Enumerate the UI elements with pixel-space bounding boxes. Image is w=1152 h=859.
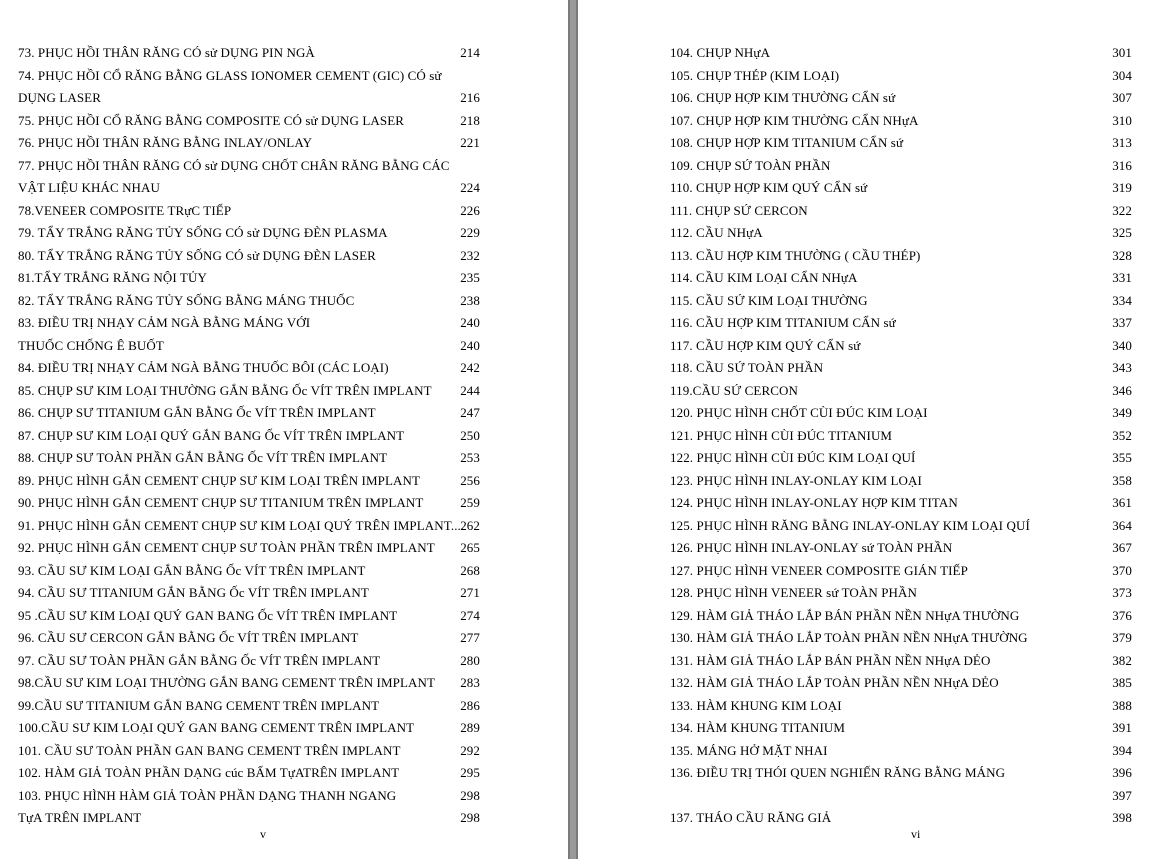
toc-row <box>0 402 568 425</box>
toc-row <box>0 560 568 583</box>
toc-entry-title: 116. CẦU HỢP KIM TITANIUM CẨN sứ <box>670 315 896 330</box>
toc-entry-page: 232 <box>460 247 480 263</box>
toc-row <box>578 785 1152 808</box>
toc-entry-title: 86. CHỤP SƯ TITANIUM GẮN BẰNG Ốc VÍT TRÊN IMPLANT <box>18 405 376 420</box>
toc-entry-page: 268 <box>460 562 480 578</box>
toc-entry-title: 106. CHỤP HỢP KIM THƯỜNG CẨN sứ <box>670 90 896 105</box>
toc-entry-title: 120. PHỤC HÌNH CHỐT CÙI ĐÚC KIM LOẠI <box>670 405 928 420</box>
toc-row <box>0 807 568 830</box>
toc-entry-page: 307 <box>1112 90 1132 105</box>
toc-row <box>578 807 1152 830</box>
toc-entry-title: 111. CHỤP SỨ CERCON <box>670 202 808 218</box>
toc-entry-title: 102. HÀM GIẢ TOÀN PHẦN DẠNG cúc BẤM TựATRÊN IMPLANT <box>18 765 400 780</box>
toc-entry-title: 85. CHỤP SƯ KIM LOẠI THƯỜNG GẮN BẰNG Ốc VÍT TRÊN IMPLANT <box>18 382 432 398</box>
toc-entry-title: 97. CẦU SƯ TOÀN PHẦN GẮN BẰNG Ốc VÍT TRÊN IMPLANT <box>18 652 381 668</box>
toc-entry-page: 391 <box>1112 720 1132 735</box>
toc-row <box>0 357 568 380</box>
toc-row <box>0 515 568 538</box>
page-gutter <box>568 0 578 859</box>
toc-entry-title: 87. CHỤP SƯ KIM LOẠI QUÝ GẮN BANG Ốc VÍT TRÊN IMPLANT <box>18 427 405 443</box>
toc-row <box>0 222 568 245</box>
toc-entry-page: 379 <box>1112 630 1132 645</box>
toc-entry-page: 286 <box>460 697 480 713</box>
toc-entry-page: 250 <box>460 427 480 443</box>
toc-row <box>0 42 568 65</box>
toc-entry-page: 310 <box>1112 112 1132 128</box>
toc-row <box>0 717 568 740</box>
toc-entry-page: 304 <box>1112 67 1132 83</box>
toc-entry-page: 265 <box>460 540 480 555</box>
toc-entry-page: 364 <box>1112 517 1132 533</box>
toc-entry-page: 295 <box>460 765 480 780</box>
toc-entry-title: 88. CHỤP SƯ TOÀN PHẦN GẮN BẰNG Ốc VÍT TRÊN IMPLANT <box>18 450 388 465</box>
toc-entry-title: 82. TẨY TRẮNG RĂNG TỦY SỐNG BẰNG MÁNG THUỐC <box>18 292 355 308</box>
toc-entry-title: 79. TẨY TRẮNG RĂNG TỦY SỐNG CÓ sử DỤNG ĐÈN PLASMA <box>18 225 388 240</box>
toc-row <box>0 627 568 650</box>
toc-entry-title: 104. CHỤP NHựA <box>670 45 771 60</box>
toc-entry-title: 122. PHỤC HÌNH CÙI ĐÚC KIM LOẠI QUÍ <box>670 450 916 465</box>
toc-row <box>578 335 1152 358</box>
toc-entry-title: 89. PHỤC HÌNH GẮN CEMENT CHỤP SƯ KIM LOẠI TRÊN IMPLANT <box>18 472 421 488</box>
toc-entry-title: 99.CẦU SƯ TITANIUM GẮN BANG CEMENT TRÊN IMPLANT <box>18 697 380 713</box>
toc-row <box>0 740 568 763</box>
toc-row <box>578 177 1152 200</box>
toc-entry-page: 256 <box>460 472 480 488</box>
toc-row <box>578 470 1152 493</box>
toc-entry-title: 125. PHỤC HÌNH RĂNG BẰNG INLAY-ONLAY KIM LOẠI QUÍ <box>670 517 1030 533</box>
toc-row <box>0 245 568 268</box>
toc-row <box>0 155 568 178</box>
toc-entry-title: DỤNG LASER <box>18 90 101 105</box>
toc-entry-page: 218 <box>460 112 480 128</box>
toc-entry-page: 352 <box>1112 427 1132 443</box>
toc-entry-title: 91. PHỤC HÌNH GẮN CEMENT CHỤP SƯ KIM LOẠI QUÝ TRÊN IMPLANT.... <box>18 517 465 533</box>
toc-entry-page: 274 <box>460 607 480 623</box>
toc-entry-page: 292 <box>460 742 480 758</box>
toc-row <box>578 515 1152 538</box>
toc-row <box>0 335 568 358</box>
toc-entry-page: 221 <box>460 135 480 150</box>
toc-entry-page: 376 <box>1112 607 1132 623</box>
toc-row <box>578 695 1152 718</box>
toc-entry-title: 132. HÀM GIẢ THÁO LẮP TOÀN PHẦN NỀN NHựA DẺO <box>670 675 999 690</box>
toc-row <box>578 87 1152 110</box>
toc-row <box>0 110 568 133</box>
toc-entry-page: 271 <box>460 585 480 600</box>
toc-entry-page: 277 <box>460 630 480 645</box>
toc-entry-page: 334 <box>1112 292 1132 308</box>
toc-entry-page: 361 <box>1112 495 1132 510</box>
page-number-label: v <box>260 827 266 841</box>
toc-row <box>0 87 568 110</box>
toc-row <box>0 582 568 605</box>
toc-row <box>0 425 568 448</box>
toc-row <box>578 312 1152 335</box>
toc-entry-page: 238 <box>460 292 480 308</box>
toc-entry-page: 388 <box>1112 697 1132 713</box>
toc-row <box>578 65 1152 88</box>
toc-row <box>0 672 568 695</box>
toc-entry-page: 340 <box>1112 337 1132 353</box>
toc-row <box>578 447 1152 470</box>
toc-row <box>0 447 568 470</box>
toc-entry-title: 75. PHỤC HỒI CỔ RĂNG BẰNG COMPOSITE CÓ sử DỤNG LASER <box>18 112 405 128</box>
toc-entry-title: THUỐC CHỐNG Ê BUỐT <box>18 337 164 353</box>
table-of-contents-right <box>578 42 1152 830</box>
toc-entry-page: 214 <box>460 45 480 60</box>
toc-entry-title: 130. HÀM GIẢ THÁO LẮP TOÀN PHẦN NỀN NHựA THƯỜNG <box>670 630 1028 645</box>
toc-row <box>0 762 568 785</box>
left-page <box>0 0 568 859</box>
toc-entry-page: 367 <box>1112 540 1132 555</box>
toc-row <box>578 132 1152 155</box>
toc-entry-page: 235 <box>460 270 480 285</box>
toc-entry-title: 98.CẦU SƯ KIM LOẠI THƯỜNG GẮN BANG CEMENT TRÊN IMPLANT <box>18 675 436 690</box>
toc-entry-page: 370 <box>1112 562 1132 578</box>
toc-row <box>0 132 568 155</box>
toc-entry-title: 112. CẦU NHựA <box>670 225 763 240</box>
toc-entry-page: 328 <box>1112 247 1132 263</box>
table-of-contents-left <box>0 42 568 830</box>
toc-entry-page: 216 <box>460 90 480 105</box>
toc-entry-title: 136. ĐIỀU TRỊ THÓI QUEN NGHIẾN RĂNG BẰNG MÁNG <box>670 765 1006 780</box>
toc-entry-title: 123. PHỤC HÌNH INLAY-ONLAY KIM LOẠI <box>670 472 922 488</box>
toc-row <box>0 785 568 808</box>
toc-entry-page: 397 <box>1112 787 1132 803</box>
toc-entry-page: 240 <box>460 337 480 353</box>
toc-entry-title: 76. PHỤC HỒI THÂN RĂNG BẰNG INLAY/ONLAY <box>18 135 313 150</box>
toc-row <box>578 267 1152 290</box>
toc-entry-page: 382 <box>1112 652 1132 668</box>
toc-row <box>578 380 1152 403</box>
toc-entry-page: 343 <box>1112 360 1132 375</box>
toc-entry-page: 394 <box>1112 742 1132 758</box>
toc-entry-title: 94. CẦU SƯ TITANIUM GẮN BẰNG Ốc VÍT TRÊN IMPLANT <box>18 585 369 600</box>
toc-row <box>578 492 1152 515</box>
toc-row <box>578 717 1152 740</box>
toc-row <box>578 605 1152 628</box>
toc-entry-title: 103. PHỤC HÌNH HÀM GIẢ TOÀN PHẦN DẠNG THANH NGANG <box>18 787 397 803</box>
toc-entry-page: 289 <box>460 720 480 735</box>
toc-entry-title: 83. ĐIỀU TRỊ NHẠY CẢM NGÀ BẰNG MÁNG VỚI <box>18 315 311 330</box>
toc-entry-page: 396 <box>1112 765 1132 780</box>
toc-row <box>578 110 1152 133</box>
toc-entry-page: 298 <box>460 787 480 803</box>
toc-entry-page: 313 <box>1112 135 1132 150</box>
page-number-label: vi <box>911 827 921 841</box>
toc-entry-page: 346 <box>1112 382 1132 398</box>
toc-entry-title: 81.TẨY TRẮNG RĂNG NỘI TỦY <box>18 270 207 285</box>
toc-entry-title: 105. CHỤP THÉP (KIM LOẠI) <box>670 67 840 83</box>
toc-entry-title: TựA TRÊN IMPLANT <box>18 810 142 825</box>
toc-entry-title: 93. CẦU SƯ KIM LOẠI GẮN BẰNG Ốc VÍT TRÊN IMPLANT <box>18 562 366 578</box>
toc-entry-title: 107. CHỤP HỢP KIM THƯỜNG CẨN NHựA <box>670 112 919 128</box>
toc-entry-title: 108. CHỤP HỢP KIM TITANIUM CẨN sứ <box>670 135 904 150</box>
toc-entry-title: 134. HÀM KHUNG TITANIUM <box>670 720 846 735</box>
toc-row <box>0 200 568 223</box>
toc-entry-page: 316 <box>1112 157 1132 173</box>
toc-row <box>0 650 568 673</box>
toc-entry-title: 100.CẦU SƯ KIM LOẠI QUÝ GAN BANG CEMENT TRÊN IMPLANT <box>18 720 415 735</box>
toc-entry-title: 92. PHỤC HÌNH GẮN CEMENT CHỤP SƯ TOÀN PHẦN TRÊN IMPLANT <box>18 540 435 555</box>
toc-entry-title: 101. CẦU SƯ TOÀN PHẦN GAN BANG CEMENT TRÊN IMPLANT <box>18 742 401 758</box>
toc-entry-page: 280 <box>460 652 480 668</box>
toc-row <box>0 605 568 628</box>
toc-entry-title: 127. PHỤC HÌNH VENEER COMPOSITE GIÁN TIẾP <box>670 562 968 578</box>
toc-entry-page: 319 <box>1112 180 1132 195</box>
toc-row <box>578 740 1152 763</box>
toc-entry-title: 128. PHỤC HÌNH VENEER sứ TOÀN PHẦN <box>670 585 917 600</box>
toc-entry-title: 129. HÀM GIẢ THÁO LẮP BÁN PHẦN NỀN NHựA THƯỜNG <box>670 607 1020 623</box>
toc-row <box>578 42 1152 65</box>
toc-row <box>0 470 568 493</box>
toc-row <box>578 357 1152 380</box>
toc-entry-page: 355 <box>1112 450 1132 465</box>
toc-row <box>578 537 1152 560</box>
toc-entry-title: 80. TẨY TRẮNG RĂNG TỦY SỐNG CÓ sử DỤNG ĐÈN LASER <box>18 247 376 263</box>
toc-entry-title: 133. HÀM KHUNG KIM LOẠI <box>670 697 842 713</box>
toc-entry-page: 322 <box>1112 202 1132 218</box>
toc-row <box>0 312 568 335</box>
toc-entry-title: 78.VENEER COMPOSITE TRựC TIẾP <box>18 202 232 218</box>
toc-entry-title: 121. PHỤC HÌNH CÙI ĐÚC TITANIUM <box>670 427 893 443</box>
toc-entry-page: 298 <box>460 810 480 825</box>
toc-row <box>578 222 1152 245</box>
toc-entry-page: 229 <box>460 225 480 240</box>
toc-entry-page: 373 <box>1112 585 1132 600</box>
toc-entry-page: 253 <box>460 450 480 465</box>
toc-entry-page: 262 <box>460 517 480 533</box>
toc-row <box>578 245 1152 268</box>
toc-entry-title: 124. PHỤC HÌNH INLAY-ONLAY HỢP KIM TITAN <box>670 495 958 510</box>
toc-row <box>578 560 1152 583</box>
toc-entry-title: 114. CẦU KIM LOẠI CẨN NHựA <box>670 270 858 285</box>
toc-entry-title: 90. PHỤC HÌNH GẮN CEMENT CHỤP SƯ TITANIUM TRÊN IMPLANT <box>18 495 424 510</box>
toc-row <box>578 402 1152 425</box>
toc-entry-title: 117. CẦU HỢP KIM QUÝ CẨN sứ <box>670 337 861 353</box>
toc-entry-page: 283 <box>460 675 480 690</box>
toc-row <box>0 290 568 313</box>
toc-entry-title: VẬT LIỆU KHÁC NHAU <box>18 180 161 195</box>
toc-entry-page: 325 <box>1112 225 1132 240</box>
toc-row <box>578 200 1152 223</box>
toc-row <box>578 672 1152 695</box>
toc-entry-page: 224 <box>460 180 480 195</box>
toc-row <box>0 492 568 515</box>
toc-row <box>0 65 568 88</box>
toc-row <box>578 627 1152 650</box>
toc-entry-page: 226 <box>460 202 480 218</box>
toc-entry-page: 240 <box>460 315 480 330</box>
toc-entry-page: 259 <box>460 495 480 510</box>
toc-entry-title: 73. PHỤC HỒI THÂN RĂNG CÓ sử DỤNG PIN NGÀ <box>18 45 315 60</box>
toc-entry-title: 109. CHỤP SỨ TOÀN PHẦN <box>670 157 831 173</box>
gutter-edge-left <box>568 0 570 859</box>
toc-entry-page: 398 <box>1112 810 1132 825</box>
toc-entry-title: 77. PHỤC HỒI THÂN RĂNG CÓ sử DỤNG CHỐT CHÂN RĂNG BẰNG CÁC <box>18 157 450 173</box>
toc-entry-title: 118. CẦU SỨ TOÀN PHẦN <box>670 360 824 375</box>
toc-entry-title: 84. ĐIỀU TRỊ NHẠY CẢM NGÀ BẰNG THUỐC BÔI (CÁC LOẠI) <box>18 360 389 375</box>
toc-entry-page: 247 <box>460 405 480 420</box>
toc-entry-page: 301 <box>1112 45 1132 60</box>
toc-entry-title: 110. CHỤP HỢP KIM QUÝ CẨN sứ <box>670 180 868 195</box>
toc-entry-title: 115. CẦU SỨ KIM LOẠI THƯỜNG <box>670 292 868 308</box>
toc-row <box>578 425 1152 448</box>
toc-entry-page: 242 <box>460 360 480 375</box>
toc-entry-title: 137. THÁO CẦU RĂNG GIẢ <box>670 810 832 825</box>
toc-entry-page: 358 <box>1112 472 1132 488</box>
toc-row <box>0 537 568 560</box>
right-page <box>578 0 1152 859</box>
toc-row <box>578 290 1152 313</box>
toc-entry-title: 131. HÀM GIẢ THÁO LẮP BÁN PHẦN NỀN NHựA DẺO <box>670 652 991 668</box>
toc-entry-page: 385 <box>1112 675 1132 690</box>
toc-row <box>578 650 1152 673</box>
toc-entry-page: 244 <box>460 382 480 398</box>
toc-entry-title: 126. PHỤC HÌNH INLAY-ONLAY sứ TOÀN PHẦN <box>670 540 953 555</box>
toc-entry-page: 349 <box>1112 405 1132 420</box>
toc-entry-title: 119.CẦU SỨ CERCON <box>670 382 798 398</box>
toc-row <box>578 155 1152 178</box>
toc-row <box>0 380 568 403</box>
toc-row <box>0 695 568 718</box>
toc-entry-title: 96. CẦU SƯ CERCON GẮN BẰNG Ốc VÍT TRÊN IMPLANT <box>18 630 359 645</box>
toc-entry-page: 337 <box>1112 315 1132 330</box>
toc-row <box>0 267 568 290</box>
toc-entry-title: 113. CẦU HỢP KIM THƯỜNG ( CẦU THÉP) <box>670 247 921 263</box>
toc-entry-title: 74. PHỤC HỒI CỔ RĂNG BẰNG GLASS IONOMER CEMENT (GIC) CÓ sử <box>18 67 442 83</box>
toc-row <box>578 762 1152 785</box>
toc-entry-title: 95 .CẦU SƯ KIM LOẠI QUÝ GAN BANG Ốc VÍT TRÊN IMPLANT <box>18 607 398 623</box>
toc-row <box>578 582 1152 605</box>
toc-entry-page: 331 <box>1112 270 1132 285</box>
toc-row <box>0 177 568 200</box>
toc-entry-title: 135. MÁNG HỞ MẶT NHAI <box>670 742 828 758</box>
